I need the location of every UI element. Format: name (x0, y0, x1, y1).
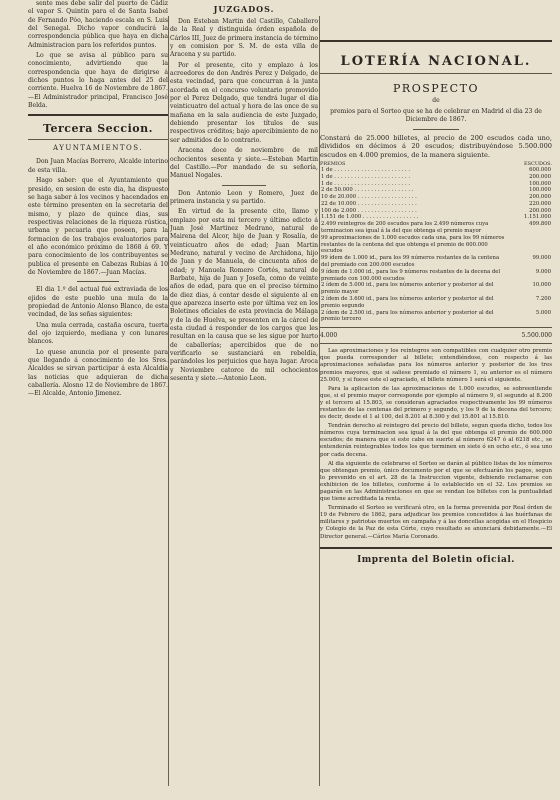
prize-row (320, 201, 552, 208)
lottery-rules-text (320, 348, 552, 540)
column-middle (170, 0, 318, 800)
totals-row (320, 332, 552, 339)
prizes-header: PREMIOS (320, 160, 346, 167)
divider (77, 281, 119, 282)
prize-description: 2 ídem de 5.000 id., para los números anterior y posterior al del premio mayor (321, 282, 494, 296)
paragraph: Al dia siguiente de celebrarse el Sorteo se darán al público listas de los números que obtengan premio, único documento por el que se efectuarán los pagos, segun lo prevenido en el art. 28 de la Instruccion vigente, debiendo reclamarse con exhibicion de los billetes, conforme á lo establecido en el 32. Los premios se pagarán en las Administraciones en que se vendan los billetes con la puntualidad que tiene acreditada la renta. (320, 460, 552, 503)
prize-description: 1 de . . . . . . . . . . . . . . . . . . . . . . . (321, 166, 411, 173)
prize-description: 2 de 50.000 . . . . . . . . . . . . . . . . . . (321, 187, 414, 194)
paragraph: Para la aplicacion de las aproximaciones de 1.000 escudos, se sobreentiende que, si el premio mayor corresponde por ejemplo al número 9, el segundo al 8.200 y el tercero al 15.803, se consideran agraciados respectivamente los 99 números restantes de las centenas del primero y segundo, y los 9 de la decena del tercero; es decir, desde el 1 al 100, del 8.201 al 8.300 y del 15.801 al 15.810. (320, 385, 552, 421)
prize-row (320, 181, 552, 188)
prize-amount: 100.000 (529, 187, 551, 194)
prize-description: 1.151 de 1.000 . . . . . . . . . . . . . . . . . (321, 214, 419, 221)
prize-amount: 499.800 (529, 221, 551, 228)
prize-description: 100 de 2.000 . . . . . . . . . . . . . . . . . . (321, 207, 417, 214)
prize-amount (510, 235, 552, 255)
prize-amount: 100.000 (529, 180, 551, 187)
prize-amount: 200.000 (529, 173, 551, 180)
prize-row (320, 194, 552, 201)
total-escudos: 5.500.000 (521, 332, 552, 340)
juzgados-text (170, 18, 318, 383)
prize-amount: 10.000 (532, 282, 551, 289)
prize-row (320, 282, 552, 296)
prize-amount: 5.000 (535, 309, 551, 316)
prize-row (320, 174, 552, 181)
paragraph: En virtud de la presente cito, llamo y emplazo por esta mi tercero y último edicto á Juan José Martinez Medrano, natural de Mairena del Alcor, hijo de Juan y Rosalía, de veinticuatro años de edad; Juan Martin Medrano, natural y vecino de Archidona, hijo de Juan y de Manuela, de cincuenta años de edad; y Manuela Romero Cortés, natural de Barbate, hija de Juan y Josefa, como de veinte años de edad, para que en el preciso término de diez dias, á contar desde el siguiente al en que aparezca inserto este por última vez en los Boletines oficiales de esta provincia de Málaga y de la de Huelva, se presenten en la cárcel de esta ciudad á responder de los cargos que les resultan en la causa que se les sigue por hurto de caballerías; apercibidos que de no verificarlo se sustanciará en rebeldía, parándoles los perjuicios que haya lugar. Aroca y Noviembre catorce de mil ochocientos sesenta y siete.—Antonio Leon. (170, 208, 318, 383)
paragraph: Tendrán derecho al reintegro del precio del billete, segun queda dicho, todos los números cuya terminacion sea igual á la del que obtenga el premio de 600.000 escudos; de manera que si este cabe en suerte al número 6247 ó al 6218 etc., se entenderán reintegrables todos los que terminen en siete ó en ocho etc., ó sea uno por cada decena. (320, 423, 552, 458)
prize-description: 2.499 reintegros de 200 escudos para los 2.499 números cuya terminacion sea igual á la del que obtenga el premio mayor (321, 221, 489, 235)
paragraph: Aracena doce de noviembre de mil ochocientos sesenta y siete.—Esteban Martin del Castillo.—Por mandado de su señoría, Manuel Nogales. (170, 147, 318, 180)
prize-row (320, 255, 552, 269)
prize-row (320, 221, 552, 235)
divider (320, 73, 552, 74)
prize-row (320, 296, 552, 310)
constara-text: Constará de 25.000 billetes, al precio de 200 escudos cada uno, divididos en décimos á 20 escudos; distribuyéndose 5.500.000 escudos en 4.000 premios, de la manera siguiente. (320, 133, 552, 159)
lottery-title: LOTERÍA NACIONAL. (340, 54, 532, 69)
paragraph: Terminado el Sorteo se verificará otro, en la forma prevenida por Real órden de 19 de Febrero de 1862, para adjudicar los premios concedidos á las huérfanas de militares y patriotas muertos en campaña y á las doncellas acogidas en el Hospicio y Colegio de la Paz de esta Córte, cuyo resultado se anunciará debidamente.—El Director general.—Cárlos María Coronado. (320, 505, 552, 540)
paragraph: Lo quese anuncia por el presente para que llegando á conocimiento de los Sres. Alcaldes se sirvan participar á esta Alcaldía las noticias que adquieran de dicha caballería. Alosno 12 de Noviembre de 1867.—El Alcalde, Antonio Jimenez. (28, 348, 168, 398)
divider (320, 547, 552, 549)
paragraph: Por el presente, cito y emplazo á los acreedores de don Andrés Perez y Delgado, de esta vecindad, para que concurran á la junta acordada en el concurso voluntario promovido por el Perez Delgado, que tendrá lugar el dia veinticuatro del actual y hora de las once de su mañana en la sala audiencia de este Juzgado, debiendo presentar los títulos de sus respectivos créditos; bajo apercibimiento de no ser admitidos de lo contrario. (170, 61, 318, 144)
paragraph: sente mes debe salir del puerto de Cádiz el vapor S. Quintin para el de Santa Isabel de Fernando Póo, haciendo escala en S. Luis del Senegal. Dicho vapor conducirá la correspondencia pública que haya en dicha Administracion para los referidos puntos. (28, 0, 168, 49)
prize-amount: 9.000 (535, 268, 551, 275)
prize-row (320, 208, 552, 215)
divider (28, 114, 168, 116)
total-prizes: 4.000 (320, 332, 338, 340)
section-heading: JUZGADOS. (213, 4, 275, 14)
divider (28, 139, 168, 140)
escudos-header: ESCUDOS. (523, 160, 552, 167)
paragraph: Lo que se avisa al público para su conocimiento, advirtiendo que la correspondencia que haya de dirigirse á dichos puntos lo haga antes del 25 del corriente. Huelva 16 de Noviembre de 1867.—El Administrador principal, Francisco José Belda. (28, 52, 168, 110)
prize-description: 10 de 20.000 . . . . . . . . . . . . . . . . . . (321, 194, 417, 201)
prize-description: 2 ídem de 3.600 id., para los números anterior y posterior al del premio segundo (321, 296, 494, 309)
prospecto-title: PROSPECTO (393, 82, 479, 95)
prize-row (320, 310, 552, 324)
paragraph: Don Juan Macías Borrero, Alcalde interino de esta villa. (28, 158, 168, 174)
divider (320, 343, 552, 344)
prize-description: 2 ídem de 2.500 id., para los números anterior y posterior al del premio tercero (321, 309, 494, 323)
intro-text: premios para el Sorteo que se ha de celebrar en Madrid el dia 23 de Diciembre de 1867. (330, 108, 542, 124)
paragraph: Una mula cerrada, castaña oscura, tuerta del ojo izquierdo, mediana y con lunares blancos. (28, 321, 168, 346)
prize-description: 1 de . . . . . . . . . . . . . . . . . . . . . . . (321, 173, 411, 180)
prize-amount: 200.000 (529, 194, 551, 201)
divider (413, 129, 459, 130)
column-right (320, 0, 552, 800)
ayuntamientos-text (28, 158, 168, 398)
prize-description: 1 de . . . . . . . . . . . . . . . . . . . . . . . (321, 180, 411, 187)
divider (222, 185, 266, 186)
paragraph: Don Antonio Leon y Romero, Juez de primera instancia y su partido. (170, 189, 318, 205)
column-rule (168, 16, 169, 786)
prize-amount: 99.000 (532, 255, 551, 262)
paragraph: Hago saber: que el Ayuntamiento que presido, en sesion de este dia, ha dispuesto se haga saber á los vecinos y hacendados en este término presenten en la secretaria del mismo, y plazo de quince dias, sus respectivas relaciones de la riqueza rústica, urbana y pecuaria que poseen, para la formacion de los trabajos evaluatorios para el año económico próximo de 1868 á 69. Y para conocimiento de los contribuyentes se publica el presente en Cabezas Rubias á 10 de Noviembre de 1867.—Juan Macías. (28, 177, 168, 276)
prize-description: 99 ídem de 1.000 id., para los 99 números restantes de la centena del premiado con 200.000 escudos (321, 255, 500, 269)
prize-row (320, 269, 552, 283)
prize-amount: 1.151.000 (524, 214, 551, 221)
prize-description: 22 de 10.000 . . . . . . . . . . . . . . . . . . (321, 200, 417, 207)
section-subtitle: AYUNTAMIENTOS. (52, 144, 144, 153)
section-title: Tercera Seccion. (43, 122, 153, 136)
prize-description: 99 aproximaciones de 1.000 escudos cada una, para los 99 números restantes de la centena del que obtenga el premio de 600.000 escudos (321, 234, 505, 255)
prize-row (320, 235, 552, 255)
prize-amount: 200.000 (529, 207, 551, 214)
prize-row (320, 167, 552, 174)
paragraph: Don Esteban Martin del Castillo, Caballero de la Real y distinguida órden española de Cárlos III, Juez de primera instancia de término y en comision por S. M. de esta villa de Aracena y su partido. (170, 18, 318, 59)
paragraph: El dia 1.º del actual fué extraviada de los ejidos de este pueblo una mula de la propiedad de Antonio Alonso Blanco, de esta vecindad, de las señas siguientes: (28, 286, 168, 319)
column-left (28, 0, 168, 800)
prize-row (320, 187, 552, 194)
prize-amount: 600.000 (529, 166, 551, 173)
divider (320, 327, 552, 328)
paragraph: Las aproximaciones y los reintegros son compatibles con cualquier otro premio que pueda corresponder al billete; entendiéndose, con respecto á las aproximaciones señaladas para los números anterior y posterior de los tres premios mayores, que si saliese premiado el número 1, su anterior es el número 25.000, y si fuese este el agraciado, el billete número 1 será el siguiente. (320, 348, 552, 383)
prize-description: 9 ídem de 1.000 id., para los 9 números restantes de la decena del premiado con 100.000 escudos (321, 268, 501, 282)
prize-amount: 220.000 (529, 200, 551, 207)
de-label: de (432, 97, 440, 104)
prize-amount: 7.200 (535, 296, 551, 303)
printer-imprint: Imprenta del Boletin oficial. (357, 554, 515, 565)
notice-text (28, 0, 168, 110)
prize-table (320, 167, 552, 323)
divider (320, 40, 552, 42)
